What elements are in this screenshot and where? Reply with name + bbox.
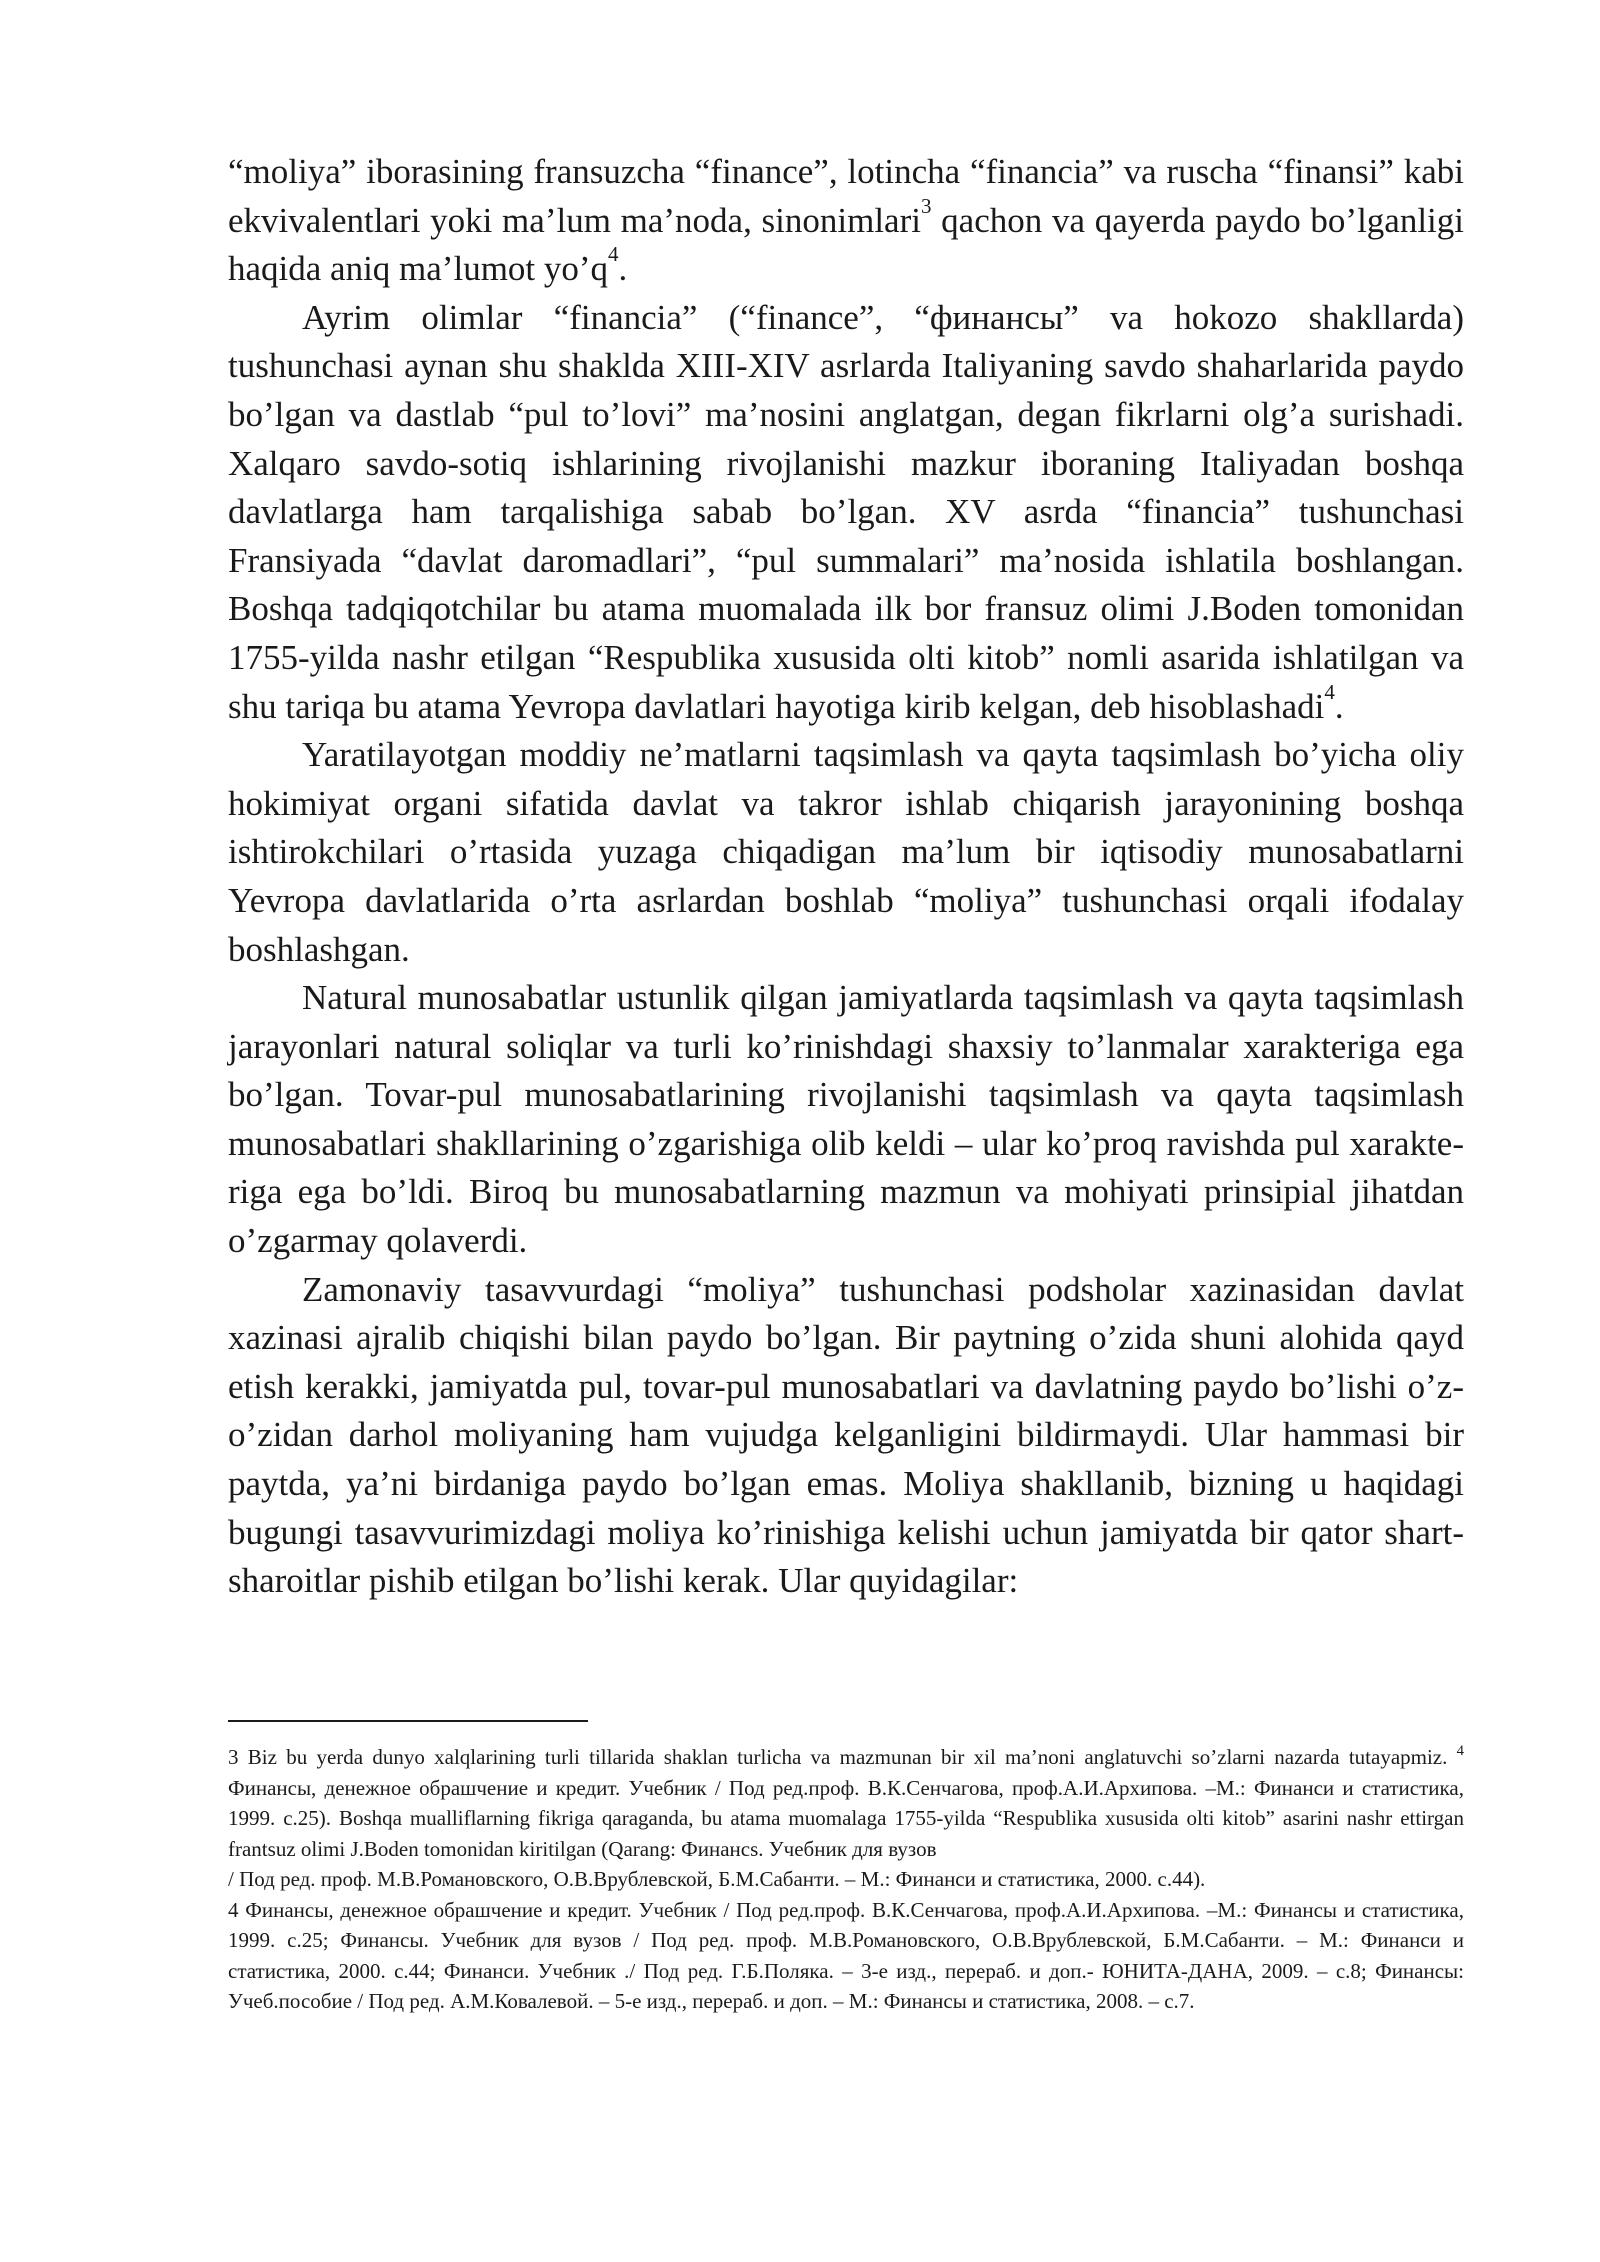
paragraph-1 — [228, 148, 1464, 294]
footnote-3-continued: / Под ред. проф. М.В.Романовского, О.В.Врублевской, Б.М.Сабанти. – М.: Финанси и статистика, 2000. с.44). — [228, 1867, 1206, 1891]
footnote-3-text: 3 Biz bu yerda dunyo xalqlarining turli tillarida shaklan turlicha va mazmunan bir xil ma’noni anglatuvchi so’zlarni nazarda tutayapmiz. — [228, 1745, 1457, 1769]
paragraph-1-text: “moliya” iborasining fransuzcha “finance”, lotincha “financia” va ruscha “finansi” kabi ekvivalentlari yoki ma’lum ma’noda, sinonimlari — [228, 152, 1464, 240]
paragraph-2-end: . — [1334, 686, 1344, 726]
footnote-3-sup: 4 — [1456, 1743, 1464, 1760]
footnote-3-text-2: Финансы, денежное обрашчение и кредит. Учебник / Под ред.проф. В.К.Сенчагова, проф.А.И.Архипова. –М.: Финанси и статистика, 1999. с.25). Boshqa mualliflarning fikriga qaraganda, bu atama muomalaga 1755-yilda “Respublika xususida olti kitob” asarini nashr ettirgan frantsuz olimi J.Boden tomonidan kiritilgan (Qarang: Финансs. Учебник для вузов — [228, 1775, 1464, 1861]
main-text — [228, 148, 1464, 1606]
paragraph-1-end: . — [618, 249, 628, 289]
footnotes — [228, 1742, 1464, 2017]
paragraph-5: Zamonaviy tasavvurdagi “moliya” tushunchasi podsholar xazinasidan davlat xazinasi ajralib chiqishi bilan paydo bo’lgan. Bir paytning o’zida shuni alohida qayd etish kerakki, jamiyatda pul, tovar-pul munosabatlari va davlatning paydo bo’lishi o’z-o’zidan darhol moliyaning ham vujudga kelganligini bildirmaydi. Ular hammasi bir paytda, ya’ni birdaniga paydo bo’lgan emas. Moliya shakllanib, bizning u haqidagi bugungi tasavvurimizdagi moliya ko’rinishiga kelishi uchun jamiyatda bir qator shart-sharoitlar pishib etilgan bo’lishi kerak. Ular quyidagilar: — [228, 1269, 1464, 1601]
footnote-3 — [228, 1742, 1464, 1864]
paragraph-3: Yaratilayotgan moddiy ne’matlarni taqsimlash va qayta taqsimlash bo’yicha oliy hokimiyat organi sifatida davlat va takror ishlab chiqarish jarayonining boshqa ishtirokchilari o’rtasida yuzaga chiqadigan ma’lum bir iqtisodiy munosabatlarni Yevropa davlatlarida o’rta asrlardan boshlab “moliya” tushunchasi orqali ifodalay boshlashgan. — [228, 735, 1464, 969]
footnote-ref-3: 3 — [920, 193, 932, 218]
footnote-separator — [228, 1720, 588, 1722]
footnote-ref-4: 4 — [608, 242, 619, 267]
footnote-4: 4 Финансы, денежное обрашчение и кредит. Учебник / Под ред.проф. В.К.Сенчагова, проф.А.И.Архипова. –М.: Финансы и статистика, 1999. с.25; Финансы. Учебник для вузов / Под ред. проф. М.В.Романовского, О.В.Врублевской, Б.М.Сабанти. – М.: Финанси и статистика, 2000. с.44; Финанси. Учебник ./ Под ред. Г.Б.Поляка. – 3-е изд., перераб. и доп.- ЮНИТА-ДАНА, 2009. – с.8; Финансы: Учеб.пособие / Под ред. А.М.Ковалевой. – 5-е изд., перераб. и доп. – М.: Финансы и статистика, 2008. – с.7. — [228, 1897, 1464, 2013]
paragraph-1-text-2: qachon va qayerda paydo bo’lganligi haqida aniq ma’lumot yo’q — [228, 200, 1464, 289]
footnote-ref-4b: 4 — [1324, 679, 1335, 704]
paragraph-2-text: Ayrim olimlar “financia” (“finance”, “финансы” va hokozo shakllarda) tushunchasi aynan shu shaklda XIII-XIV asrlarda Italiyaning savdo shaharlarida paydo bo’lgan va dastlab “pul to’lovi” ma’nosini anglatgan, degan fikrlarni olg’a surishadi. Xalqaro savdo-sotiq ishlarining rivojlanishi mazkur iboraning Italiyadan boshqa davlatlarga ham tarqalishiga sabab bo’lgan. XV asrda “financia” tushunchasi Fransiyada “davlat daromadlari”, “pul summalari” ma’nosida ishlatila boshlangan. Boshqa tadqiqotchilar bu atama muomalada ilk bor fransuz olimi J.Boden tomonidan 1755-yilda nashr etilgan “Respublika xususida olti kitob” nomli asarida ishlatilgan va shu tariqa bu atama Yevropa davlatlari hayotiga kirib kelgan, deb hisoblashadi — [228, 297, 1464, 726]
paragraph-2 — [228, 294, 1464, 731]
paragraph-4: Natural munosabatlar ustunlik qilgan jamiyatlarda taqsimlash va qayta taqsimlash jarayonlari natural soliqlar va turli ko’rinishdagi shaxsiy to’lanmalar xarakteriga ega bo’lgan. Tovar-pul munosabatlarining rivojlanishi taqsimlash va qayta taqsimlash munosabatlari shakllarining o’zgarishiga olib keldi – ular ko’proq ravishda pul xarakte-riga ega bo’ldi. Biroq bu munosabatlarning mazmun va mohiyati prinsipial jihatdan o’zgarmay qolaverdi. — [228, 978, 1464, 1261]
